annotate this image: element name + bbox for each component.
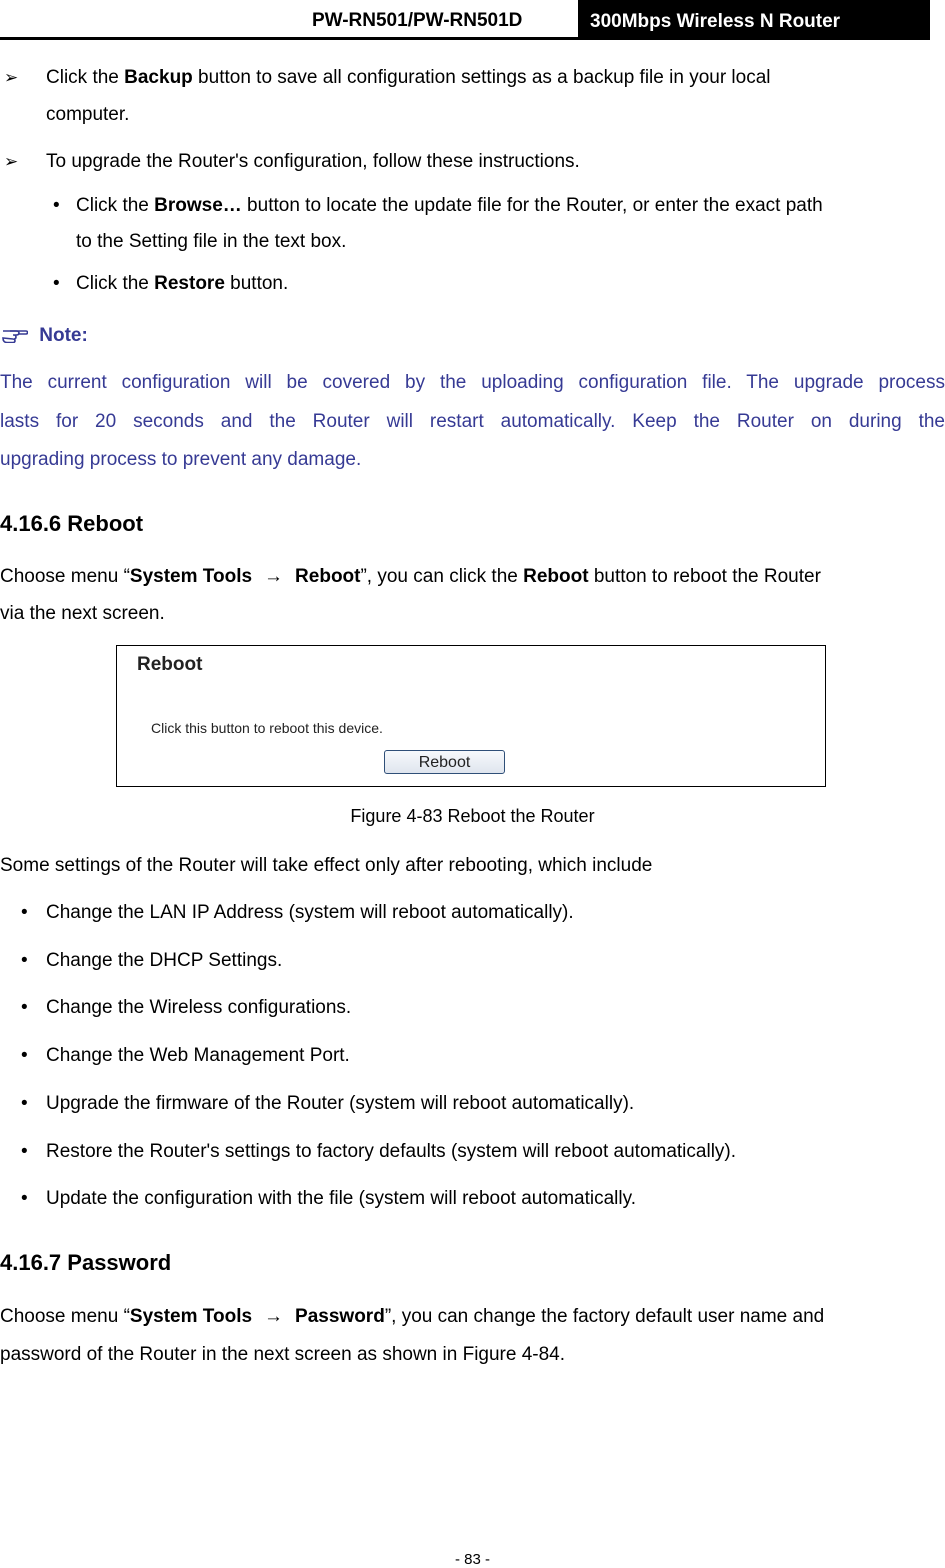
backup-item: Click the Backup button to save all configuration settings as a backup file in your local xyxy=(46,67,771,88)
note-line2: lasts for 20 seconds and the Router will restart automatically. Keep the Router on during the xyxy=(0,411,945,432)
figure-caption: Figure 4-83 Reboot the Router xyxy=(350,806,595,826)
right-arrow-icon: → xyxy=(264,1306,284,1327)
reboot-intro: Choose menu “System Tools → Reboot”, you can click the Reboot button to reboot the Router xyxy=(0,566,821,587)
right-arrow-icon: → xyxy=(264,566,284,587)
bullet-dot-icon: • xyxy=(21,1045,28,1066)
pointing-hand-icon xyxy=(2,325,28,343)
note-line1: The current configuration will be covered by the uploading configuration file. The upgrade process xyxy=(0,372,945,393)
arrow-bullet-icon: ➢ xyxy=(4,152,19,171)
password-intro: Choose menu “System Tools → Password”, you can change the factory default user name and xyxy=(0,1306,825,1327)
settings-list-item: Change the Wireless configurations. xyxy=(46,997,352,1018)
bullet-dot-icon: • xyxy=(21,1093,28,1114)
reboot-intro-line2: via the next screen. xyxy=(0,603,165,624)
settings-list-item: Update the configuration with the file (system will reboot automatically. xyxy=(46,1188,636,1209)
browse-item: Click the Browse… button to locate the update file for the Router, or enter the exact path xyxy=(76,195,823,216)
header-model: PW-RN501/PW-RN501D xyxy=(312,10,523,31)
bullet-dot-icon: • xyxy=(21,1141,28,1162)
header-rule xyxy=(0,37,930,40)
bullet-dot-icon: • xyxy=(21,902,28,923)
arrow-bullet-icon: ➢ xyxy=(4,68,19,87)
settings-list-item: Change the LAN IP Address (system will reboot automatically). xyxy=(46,902,574,923)
section-heading-password: 4.16.7 Password xyxy=(0,1250,172,1275)
bullet-dot-icon: • xyxy=(21,1188,28,1209)
upgrade-item: To upgrade the Router's configuration, follow these instructions. xyxy=(46,151,580,172)
settings-intro: Some settings of the Router will take effect only after rebooting, which include xyxy=(0,855,653,876)
settings-list-item: Upgrade the firmware of the Router (system will reboot automatically). xyxy=(46,1093,635,1114)
settings-list-item: Change the Web Management Port. xyxy=(46,1045,350,1066)
bullet-dot-icon: • xyxy=(53,195,60,216)
note-line3: upgrading process to prevent any damage. xyxy=(0,449,362,470)
page-header xyxy=(0,0,945,40)
browse-item-line2: to the Setting file in the text box. xyxy=(76,231,347,252)
settings-list-item: Restore the Router's settings to factory defaults (system will reboot automatically). xyxy=(46,1141,737,1162)
bullet-dot-icon: • xyxy=(53,273,60,294)
reboot-button[interactable]: Reboot xyxy=(384,750,505,774)
password-intro-line2: password of the Router in the next screen as shown in Figure 4-84. xyxy=(0,1344,566,1365)
restore-item: Click the Restore button. xyxy=(76,273,289,294)
section-heading-reboot: 4.16.6 Reboot xyxy=(0,511,144,536)
reboot-figure xyxy=(116,645,826,787)
note-heading: Note: xyxy=(2,325,88,347)
figure-panel-title: Reboot xyxy=(137,654,203,675)
bullet-dot-icon: • xyxy=(21,997,28,1018)
page-number: - 83 - xyxy=(454,1551,490,1568)
header-product: 300Mbps Wireless N Router xyxy=(578,0,930,38)
bullet-dot-icon: • xyxy=(21,950,28,971)
settings-list-item: Change the DHCP Settings. xyxy=(46,950,283,971)
figure-panel-text: Click this button to reboot this device. xyxy=(151,720,383,736)
backup-item-line2: computer. xyxy=(46,104,130,125)
